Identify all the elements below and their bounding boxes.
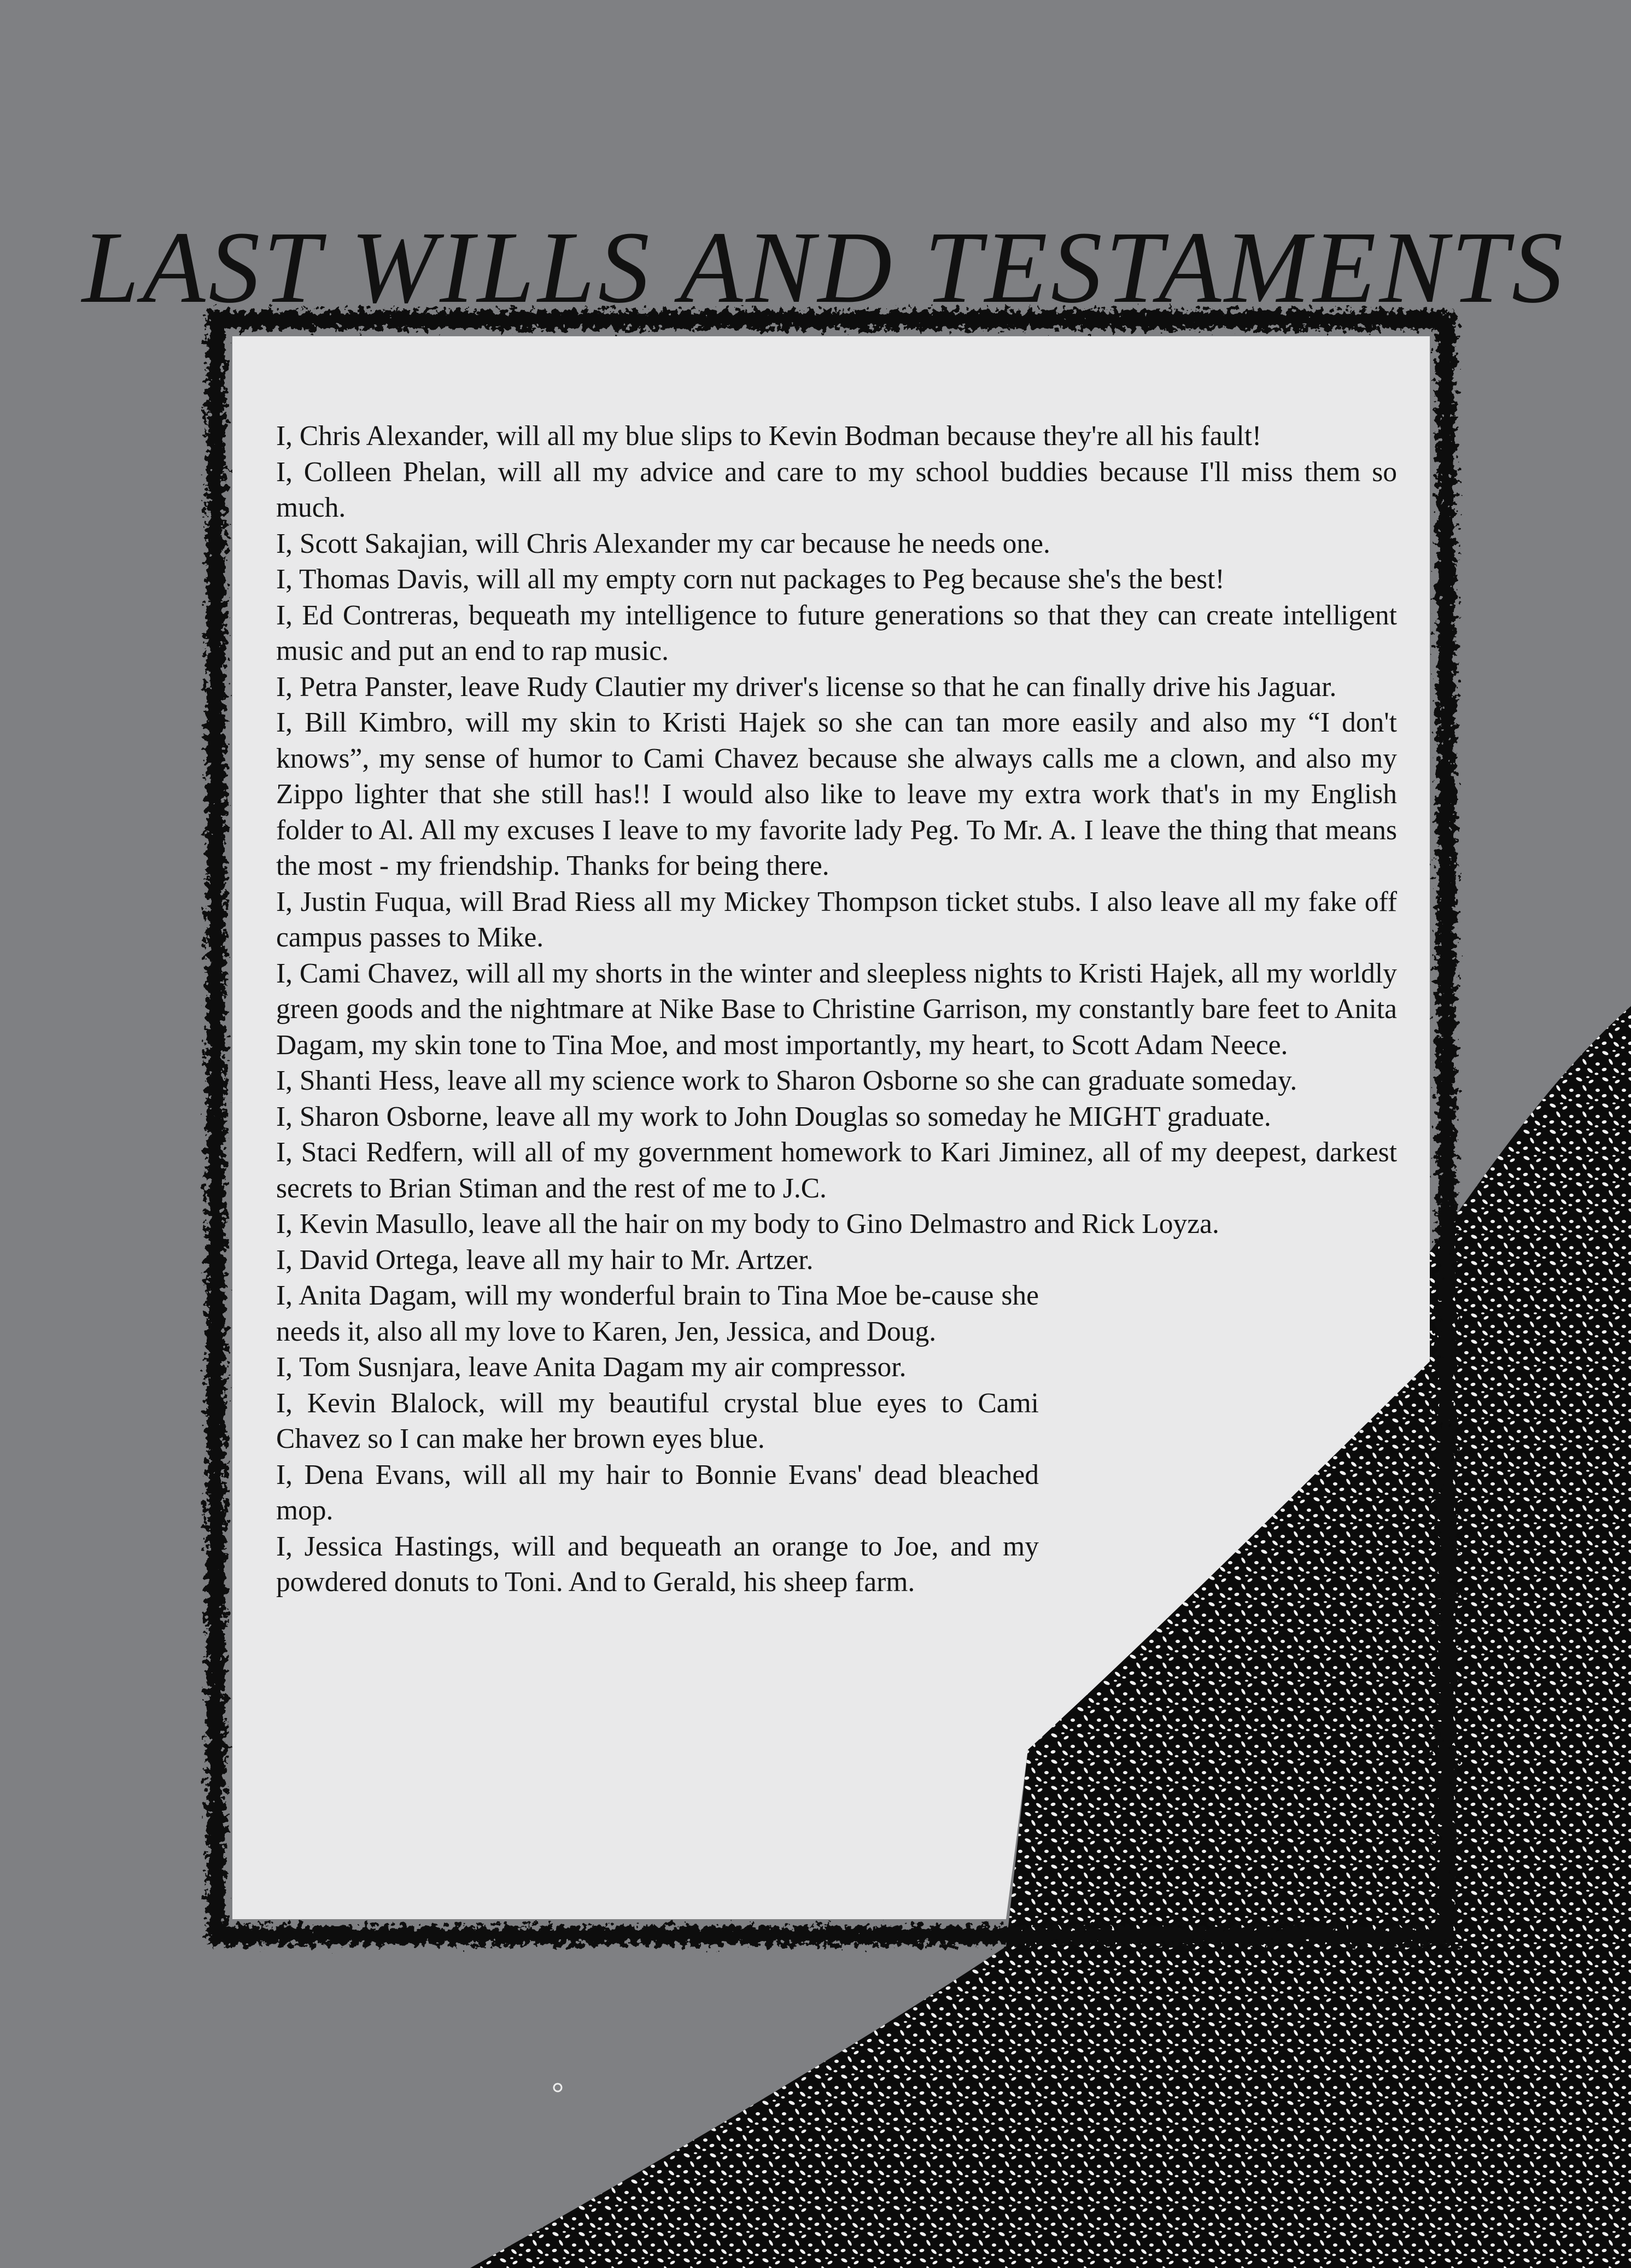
will-entry: I, Bill Kimbro, will my skin to Kristi Hajek so she can tan more easily and also my “I don't knows”, my sense of humor to Cami Chavez because she always calls me a clown, and also my Zippo lighter that she still has!! I would also like to leave my extra work that's in my English folder to Al. All my excuses I leave to my favorite lady Peg. To Mr. A. I leave the thing that means the most - my friendship. Thanks for being there. [276,707,1397,881]
will-entry: I, Kevin Blalock, will my beautiful crystal blue eyes to Cami Chavez so I can make her brown eyes blue. [276,1387,1039,1454]
will-entry: I, Dena Evans, will all my hair to Bonnie Evans' dead bleached mop. [276,1459,1039,1526]
will-entry: I, Shanti Hess, leave all my science work to Sharon Osborne so she can graduate someday. [276,1065,1297,1096]
will-entry: I, Tom Susnjara, leave Anita Dagam my air compressor. [276,1352,907,1383]
will-entry: I, Scott Sakajian, will Chris Alexander my car because he needs one. [276,528,1050,559]
will-entry: I, Sharon Osborne, leave all my work to John Douglas so someday he MIGHT graduate. [276,1101,1271,1132]
will-entry: I, Anita Dagam, will my wonderful brain to Tina Moe be-cause she needs it, also all my love to Karen, Jen, Jessica, and Doug. [276,1280,1039,1347]
page-title: LAST WILLS AND TESTAMENTS [82,210,1566,324]
small-circle-mark [554,2084,562,2091]
will-entry: I, Ed Contreras, bequeath my intelligence to future generations so that they can create intelligent music and put an end to rap music. [276,599,1397,667]
will-entry: I, Staci Redfern, will all of my government homework to Kari Jiminez, all of my deepest, darkest secrets to Brian Stiman and the rest of me to J.C. [276,1137,1397,1204]
will-entry: I, Cami Chavez, will all my shorts in the winter and sleepless nights to Kristi Hajek, all my worldly green goods and the nightmare at Nike Base to Christine Garrison, my constantly bare feet to Anita Dagam, my skin tone to Tina Moe, and most importantly, my heart, to Scott Adam Neece. [276,957,1397,1061]
will-entry: I, Chris Alexander, will all my blue slips to Kevin Bodman because they're all his fault! [276,420,1262,452]
will-entry: I, Petra Panster, leave Rudy Clautier my driver's license so that he can finally drive his Jaguar. [276,671,1337,703]
wills-text-block [276,418,1397,1600]
will-entry: I, Jessica Hastings, will and bequeath an orange to Joe, and my powdered donuts to Toni. And to Gerald, his sheep farm. [276,1530,1039,1598]
will-entry: I, Colleen Phelan, will all my advice and care to my school buddies because I'll miss them so much. [276,456,1397,523]
will-entry: I, Kevin Masullo, leave all the hair on my body to Gino Delmastro and Rick Loyza. [276,1208,1219,1240]
will-entry: I, Justin Fuqua, will Brad Riess all my Mickey Thompson ticket stubs. I also leave all my fake off campus passes to Mike. [276,886,1397,953]
will-entry: I, Thomas Davis, will all my empty corn nut packages to Peg because she's the best! [276,564,1225,595]
will-entry: I, David Ortega, leave all my hair to Mr. Artzer. [276,1244,814,1276]
